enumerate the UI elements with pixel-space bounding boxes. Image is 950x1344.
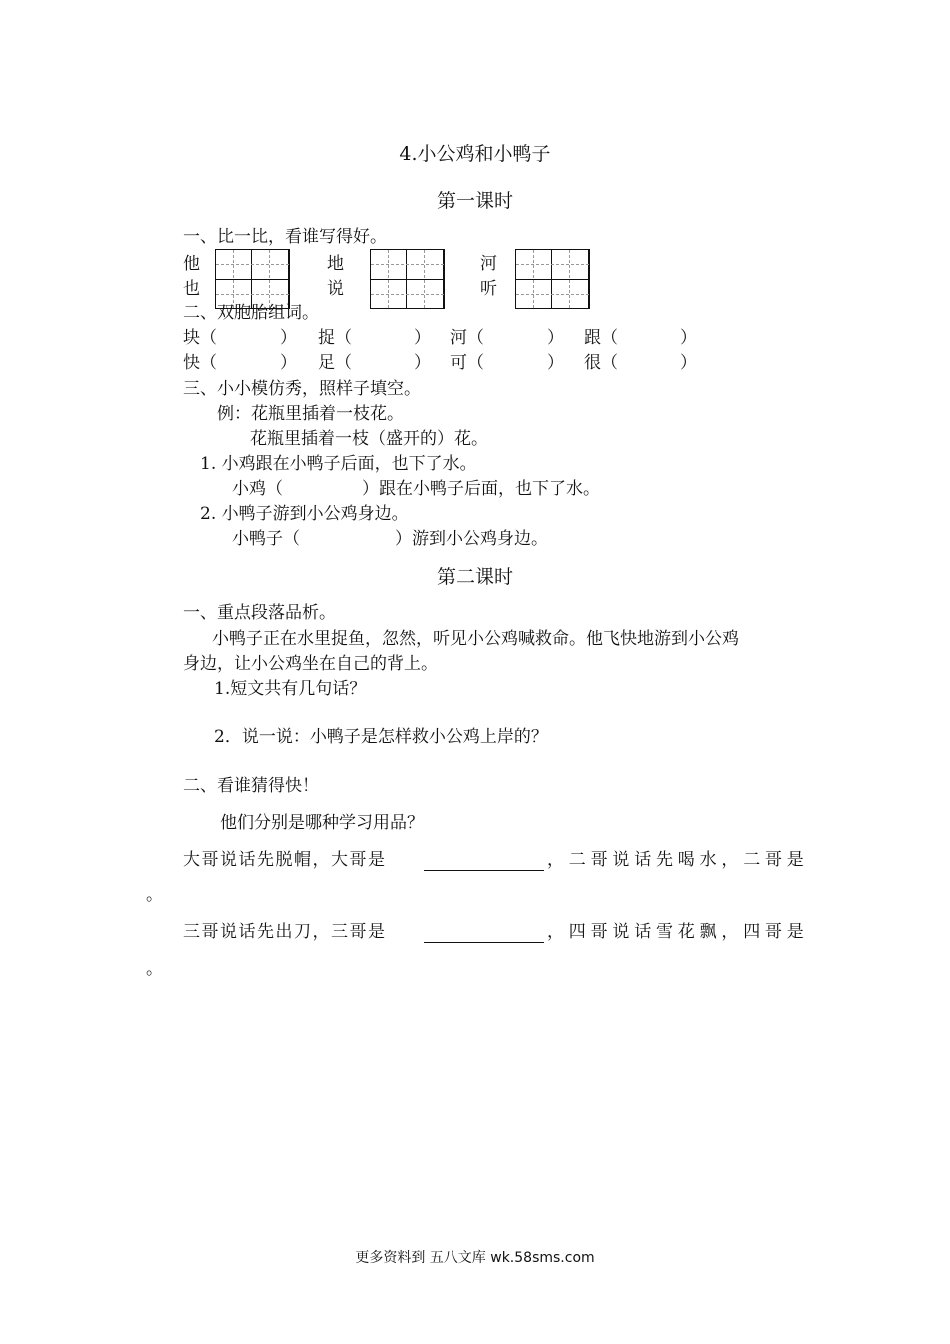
char-pair-1-bottom: 也 <box>183 279 200 299</box>
q1-title: 一、比一比，看谁写得好。 <box>183 227 387 247</box>
twin-row2-a-close: ） <box>280 353 297 373</box>
lesson2-heading: 第二课时 <box>436 566 513 588</box>
writing-grid-2[interactable] <box>370 249 445 309</box>
q3-title: 三、小小模仿秀，照样子填空。 <box>183 379 421 399</box>
q3-item-2-fill-rest: ）游到小公鸡身边。 <box>395 529 548 549</box>
char-pair-2-bottom: 说 <box>327 279 344 299</box>
q3-item-2-fill-open: 小鸭子（ <box>232 529 300 549</box>
riddle-line1-end: 。 <box>146 885 163 905</box>
twin-row1-a-open: 块（ <box>183 328 217 348</box>
q2-title: 二、双胞胎组词。 <box>183 303 319 323</box>
footer-text: 更多资料到 五八文库 wk.58sms.com <box>355 1250 595 1266</box>
q3-item-1: 1. 小鸡跟在小鸭子后面，也下了水。 <box>200 454 477 474</box>
twin-row1-c-close: ） <box>547 328 564 348</box>
paragraph-line-2: 身边，让小公鸡坐在自己的背上。 <box>183 654 438 674</box>
riddle-line1-part-a: 大哥说话先脱帽，大哥是 <box>183 850 387 870</box>
twin-row2-c-close: ） <box>547 353 564 373</box>
riddle-line2-end: 。 <box>146 959 163 979</box>
q3-item-1-fill-open: 小鸡（ <box>232 479 283 499</box>
example-line-2: 花瓶里插着一枝（盛开的）花。 <box>250 429 488 449</box>
riddle-line2-part-a: 三哥说话先出刀，三哥是 <box>183 922 387 942</box>
twin-row2-d-close: ） <box>680 353 697 373</box>
riddle-blank-1[interactable] <box>424 852 544 871</box>
page-title: 4.小公鸡和小鸭子 <box>399 143 551 165</box>
twin-row1-d-open: 跟（ <box>584 328 618 348</box>
writing-grid-1[interactable] <box>215 249 290 309</box>
riddle-prompt: 他们分别是哪种学习用品？ <box>220 813 424 833</box>
twin-row1-b-close: ） <box>414 328 431 348</box>
twin-row2-c-open: 可（ <box>450 353 484 373</box>
l2-q1-title: 一、重点段落品析。 <box>183 603 336 623</box>
q3-item-2: 2. 小鸭子游到小公鸡身边。 <box>200 504 409 524</box>
char-pair-1-top: 他 <box>183 254 200 274</box>
l2-q2-title: 二、看谁猜得快！ <box>183 776 319 796</box>
twin-row2-a-open: 快（ <box>183 353 217 373</box>
twin-row1-c-open: 河（ <box>450 328 484 348</box>
q3-item-1-fill-rest: ）跟在小鸭子后面，也下了水。 <box>362 479 600 499</box>
twin-row2-b-open: 足（ <box>318 353 352 373</box>
char-pair-2-top: 地 <box>327 254 344 274</box>
char-pair-3-top: 河 <box>480 254 497 274</box>
example-line-1: 例：花瓶里插着一枝花。 <box>217 404 404 424</box>
l2-q1-sub1: 1.短文共有几句话？ <box>214 679 367 699</box>
l2-q1-sub2: 2．说一说：小鸭子是怎样救小公鸡上岸的？ <box>214 727 548 747</box>
twin-row2-b-close: ） <box>414 353 431 373</box>
riddle-blank-3[interactable] <box>424 924 544 943</box>
twin-row1-a-close: ） <box>280 328 297 348</box>
twin-row1-d-close: ） <box>680 328 697 348</box>
paragraph-line-1: 小鸭子正在水里捉鱼，忽然，听见小公鸡喊救命。他飞快地游到小公鸡 <box>212 629 739 649</box>
lesson1-heading: 第一课时 <box>436 190 513 212</box>
twin-row2-d-open: 很（ <box>584 353 618 373</box>
twin-row1-b-open: 捉（ <box>318 328 352 348</box>
riddle-line1-part-b: ，二哥说话先喝水，二哥是 <box>547 850 809 870</box>
writing-grid-3[interactable] <box>515 249 590 309</box>
char-pair-3-bottom: 听 <box>480 279 497 299</box>
riddle-line2-part-b: ，四哥说话雪花飘，四哥是 <box>547 922 809 942</box>
